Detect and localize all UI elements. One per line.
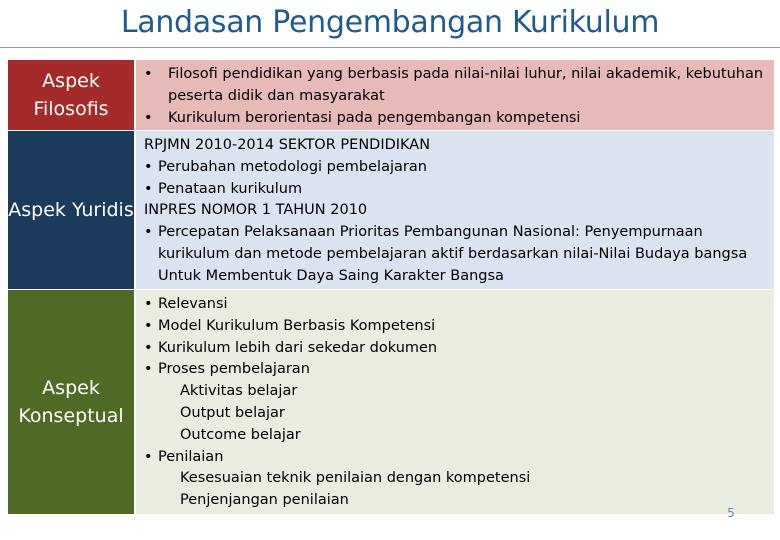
list-item: • Penataan kurikulum: [144, 179, 774, 201]
title-divider: [0, 47, 780, 48]
bullet-icon: •: [144, 224, 153, 241]
sub-item: Penjenjangan penilaian: [180, 492, 349, 509]
yuridis-list-2: [144, 222, 774, 287]
bullet-icon: •: [144, 180, 153, 197]
sub-item: Output belajar: [180, 404, 285, 421]
sub-item: Kesesuaian teknik penilaian dengan kompetensi: [180, 470, 531, 487]
filosofis-list: [136, 60, 774, 129]
label-aspek-yuridis: Aspek Yuridis: [8, 131, 134, 289]
list-item: • Filosofi pendidikan yang berbasis pada nilai-nilai luhur, nilai akademik, kebutuhan peserta didik dan masyarakat: [144, 66, 764, 104]
list-item: • Penilaian: [144, 447, 774, 469]
sub-item: Aktivitas belajar: [180, 383, 298, 400]
bullet-icon: •: [144, 66, 153, 82]
list-item: • Proses pembelajaran: [144, 359, 774, 381]
label-aspek-konseptual: Aspek Konseptual: [8, 290, 134, 514]
konseptual-list-penilaian: [144, 447, 774, 469]
bullet-icon: •: [144, 317, 153, 334]
yuridis-heading-inpres: INPRES NOMOR 1 TAHUN 2010: [144, 202, 368, 219]
yuridis-heading-rpjmn: RPJMN 2010-2014 SEKTOR PENDIDIKAN: [144, 137, 431, 153]
konseptual-list: [144, 294, 774, 381]
list-item: • Perubahan metodologi pembelajaran: [144, 157, 774, 179]
list-item: • Relevansi: [144, 294, 774, 316]
page-title: Landasan Pengembangan Kurikulum: [120, 5, 660, 40]
bullet-icon: •: [144, 109, 153, 126]
list-item: • Model Kurikulum Berbasis Kompetensi: [144, 316, 774, 338]
list-item: • Percepatan Pelaksanaan Prioritas Pembangunan Nasional: Penyempurnaan kurikulum dan metode pembelajaran aktif berdasarkan nilai-Nilai Budaya bangsa Untuk Membentuk Daya Saing Karakter Bangsa: [144, 224, 748, 284]
bullet-icon: •: [144, 296, 153, 312]
content-aspek-filosofis: [134, 60, 774, 130]
bullet-icon: •: [144, 448, 153, 465]
list-item: • Kurikulum lebih dari sekedar dokumen: [144, 338, 774, 360]
sub-item: Outcome belajar: [180, 426, 301, 443]
page-number: 5: [727, 506, 735, 520]
content-aspek-yuridis: [134, 131, 774, 289]
bullet-icon: •: [144, 361, 153, 378]
bullet-icon: •: [144, 339, 153, 356]
yuridis-list-1: [144, 157, 774, 201]
content-aspek-konseptual: [134, 290, 774, 514]
bullet-icon: •: [144, 158, 153, 175]
label-aspek-filosofis: Aspek Filosofis: [8, 60, 134, 130]
list-item: • Kurikulum berorientasi pada pengembangan kompetensi: [144, 108, 774, 130]
